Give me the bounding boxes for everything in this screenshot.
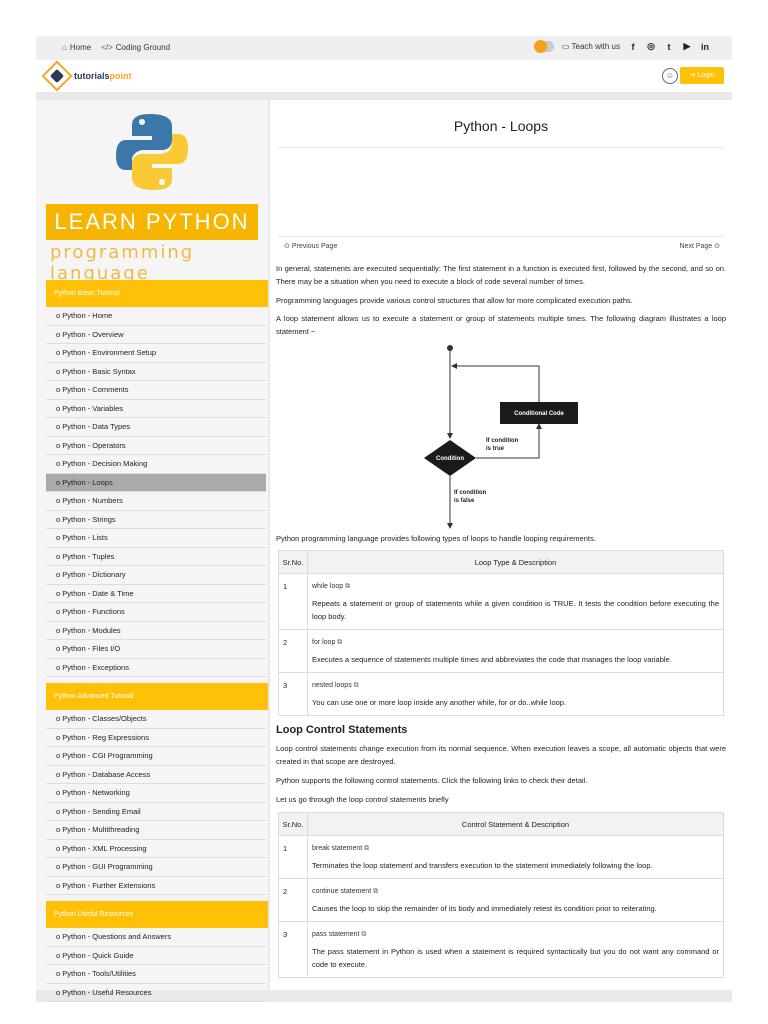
sidebar-item[interactable] bbox=[46, 437, 266, 456]
logo-mark-icon bbox=[41, 60, 72, 91]
sidebar-item-label: Python - Strings bbox=[62, 514, 116, 524]
sidebar-item[interactable] bbox=[46, 984, 266, 1003]
sidebar-item[interactable] bbox=[46, 965, 266, 984]
row-description: You can use one or more loop inside any another while, for or do..while loop. bbox=[312, 698, 567, 707]
if-false-label-1: If condition bbox=[454, 490, 487, 496]
row-link[interactable] bbox=[312, 679, 719, 692]
row-number: 2 bbox=[279, 630, 308, 673]
site-header bbox=[36, 60, 732, 92]
row-number: 3 bbox=[279, 673, 308, 716]
row-number: 1 bbox=[279, 574, 308, 630]
bullet-icon: o bbox=[56, 625, 63, 635]
theme-toggle[interactable] bbox=[534, 41, 554, 52]
coding-ground-link[interactable] bbox=[101, 43, 170, 52]
sidebar-item[interactable] bbox=[46, 840, 266, 859]
logo-text-b: point bbox=[109, 71, 132, 81]
sidebar-item-label: Python - Useful Resources bbox=[62, 987, 152, 997]
sidebar-item-label: Python - CGI Programming bbox=[62, 751, 153, 760]
sidebar-item[interactable] bbox=[46, 344, 266, 363]
paragraph-7: Let us go through the loop control statements briefly bbox=[276, 795, 449, 804]
bullet-icon: o bbox=[56, 477, 63, 487]
next-page-link[interactable]: Next Page ⊙ bbox=[679, 243, 720, 250]
useful-resources-list bbox=[36, 928, 268, 1002]
bullet-icon: o bbox=[56, 533, 63, 542]
sidebar-item[interactable] bbox=[46, 400, 266, 419]
coding-ground-label: Coding Ground bbox=[115, 43, 171, 52]
sidebar-item-label: Python - Reg Expressions bbox=[62, 732, 149, 742]
table-row bbox=[279, 879, 724, 922]
section-advanced-tutorial: Python Advanced Tutorial bbox=[46, 683, 268, 710]
external-link-icon: ⧉ bbox=[371, 888, 379, 895]
section-heading: Loop Control Statements bbox=[276, 724, 408, 736]
bullet-icon: o bbox=[56, 588, 63, 598]
paragraph-2: Programming languages provide various control structures that allow for more complicated execution paths. bbox=[276, 296, 633, 305]
table-header-cell: Loop Type & Description bbox=[308, 551, 724, 574]
loop-flow-diagram bbox=[416, 340, 596, 530]
table-row bbox=[279, 673, 724, 716]
sidebar-item[interactable] bbox=[46, 659, 266, 678]
sidebar-item-label: Python - Database Access bbox=[62, 769, 151, 779]
sidebar-item-label: Python - Variables bbox=[62, 403, 123, 413]
sidebar-item[interactable] bbox=[46, 455, 266, 474]
next-page-label: Next Page bbox=[679, 243, 713, 250]
sidebar-item-label: Python - Data Types bbox=[62, 422, 131, 431]
home-icon: ⌂ bbox=[62, 43, 67, 52]
row-link-label: break statement bbox=[312, 845, 363, 852]
sidebar-item[interactable] bbox=[46, 710, 266, 729]
sidebar-item[interactable] bbox=[46, 729, 266, 748]
row-number: 2 bbox=[279, 879, 308, 922]
sidebar-item-label: Python - Quick Guide bbox=[62, 950, 134, 960]
table-row bbox=[279, 922, 724, 978]
table-row bbox=[279, 630, 724, 673]
sidebar-item-label: Python - XML Processing bbox=[62, 843, 147, 853]
sidebar-item[interactable] bbox=[46, 747, 266, 766]
bullet-icon: o bbox=[56, 348, 63, 357]
bullet-icon: o bbox=[56, 644, 63, 653]
sidebar-item-label: Python - GUI Programming bbox=[62, 862, 153, 871]
control-statements-body bbox=[279, 836, 724, 978]
sidebar-item-label: Python - Functions bbox=[62, 607, 125, 616]
python-logo-icon bbox=[116, 112, 188, 192]
bullet-icon: o bbox=[56, 932, 63, 941]
external-link-icon: ⧉ bbox=[362, 845, 370, 852]
sidebar-item[interactable] bbox=[46, 603, 266, 622]
loop-back-edge bbox=[454, 366, 539, 402]
row-content bbox=[308, 922, 724, 978]
advanced-tutorial-list bbox=[36, 710, 268, 895]
previous-page-link[interactable]: ⊙ Previous Page bbox=[284, 243, 338, 250]
bullet-icon: o bbox=[56, 551, 63, 561]
youtube-icon[interactable]: ▶ bbox=[683, 41, 691, 51]
table-row bbox=[279, 574, 724, 630]
sidebar-item-label: Python - Classes/Objects bbox=[62, 714, 147, 723]
sidebar-banner bbox=[36, 100, 268, 284]
sidebar-item[interactable] bbox=[46, 947, 266, 966]
table-header-row bbox=[279, 551, 724, 574]
divider bbox=[278, 147, 724, 148]
table-header-cell: Sr.No. bbox=[279, 813, 308, 836]
bullet-icon: o bbox=[56, 496, 63, 505]
table-header-cell: Sr.No. bbox=[279, 551, 308, 574]
paragraph-1: In general, statements are executed sequentially: The first statement in a function is executed first, followed by the second, and so on. There may be a situation when you need to execute a block of code several number of times. bbox=[276, 264, 726, 286]
table-header-row bbox=[279, 813, 724, 836]
sidebar bbox=[36, 100, 268, 997]
bullet-icon: o bbox=[56, 843, 63, 853]
sidebar-item[interactable] bbox=[46, 307, 266, 326]
login-button[interactable]: ⇥ Login bbox=[680, 67, 724, 84]
table-header-cell: Control Statement & Description bbox=[308, 813, 724, 836]
bullet-icon: o bbox=[56, 366, 63, 376]
teach-label: Teach with us bbox=[571, 42, 620, 51]
row-link-label: while loop bbox=[312, 583, 344, 590]
sidebar-item[interactable] bbox=[46, 418, 266, 437]
top-bar bbox=[36, 36, 732, 60]
sidebar-item[interactable] bbox=[46, 381, 266, 400]
bullet-icon: o bbox=[56, 806, 63, 816]
linkedin-icon[interactable]: in bbox=[701, 41, 709, 52]
sidebar-item-label: Python - Tuples bbox=[62, 551, 115, 561]
condition-label: Condition bbox=[436, 456, 464, 462]
sidebar-item[interactable] bbox=[46, 566, 266, 585]
external-link-icon: ⧉ bbox=[351, 682, 359, 689]
learn-python-banner: LEARN PYTHON bbox=[46, 204, 258, 240]
bullet-icon: o bbox=[56, 950, 63, 960]
sidebar-item-label: Python - Tools/Utilities bbox=[62, 969, 136, 978]
section-useful-resources: Python Useful Resources bbox=[46, 901, 268, 928]
code-icon: </> bbox=[101, 43, 113, 52]
sidebar-item-label: Python - Date & Time bbox=[62, 588, 134, 598]
row-content bbox=[308, 879, 724, 922]
sidebar-item[interactable] bbox=[46, 640, 266, 659]
sidebar-item[interactable] bbox=[46, 858, 266, 877]
if-false-label-2: is false bbox=[454, 498, 475, 504]
section-basic-tutorial: Python Basic Tutorial bbox=[46, 280, 268, 307]
sidebar-item[interactable] bbox=[46, 585, 266, 604]
logo-text bbox=[74, 71, 132, 81]
sidebar-item-label: Python - Lists bbox=[62, 533, 108, 542]
site-logo[interactable] bbox=[46, 65, 132, 87]
bullet-icon: o bbox=[56, 514, 63, 524]
sidebar-item[interactable] bbox=[46, 548, 266, 567]
sidebar-item[interactable] bbox=[46, 877, 266, 896]
main-content bbox=[270, 100, 732, 990]
row-link-label: for loop bbox=[312, 639, 336, 646]
sidebar-item[interactable] bbox=[46, 474, 266, 493]
row-link[interactable] bbox=[312, 928, 719, 941]
sidebar-item-label: Python - Dictionary bbox=[62, 570, 126, 579]
sidebar-item-label: Python - Loops bbox=[62, 477, 113, 487]
sidebar-item[interactable] bbox=[46, 363, 266, 382]
sidebar-item[interactable] bbox=[46, 784, 266, 803]
row-link-label: nested loops bbox=[312, 682, 352, 689]
logo-text-a: tutorials bbox=[74, 71, 110, 81]
sidebar-item-label: Python - Exceptions bbox=[62, 662, 129, 672]
paragraph-4: Python programming language provides following types of loops to handle looping requirements. bbox=[276, 534, 596, 543]
row-link[interactable] bbox=[312, 842, 719, 855]
sidebar-item-label: Python - Comments bbox=[62, 385, 129, 394]
bullet-icon: o bbox=[56, 570, 63, 579]
sidebar-item[interactable] bbox=[46, 492, 266, 511]
sidebar-item-label: Python - Numbers bbox=[62, 496, 123, 505]
teach-link[interactable] bbox=[562, 42, 620, 51]
user-icon[interactable]: ☺ bbox=[662, 68, 678, 84]
bullet-icon: o bbox=[56, 825, 63, 834]
conditional-code-label: Conditional Code bbox=[514, 411, 564, 417]
sidebar-item[interactable] bbox=[46, 511, 266, 530]
bullet-icon: o bbox=[56, 311, 63, 320]
loop-types-body bbox=[279, 574, 724, 716]
row-link[interactable] bbox=[312, 885, 719, 898]
row-link-label: pass statement bbox=[312, 931, 360, 938]
top-links bbox=[62, 43, 170, 52]
row-number: 3 bbox=[279, 922, 308, 978]
bullet-icon: o bbox=[56, 422, 63, 431]
row-content bbox=[308, 574, 724, 630]
sidebar-item-label: Python - Operators bbox=[62, 440, 126, 450]
bullet-icon: o bbox=[56, 969, 63, 978]
row-link-label: continue statement bbox=[312, 888, 372, 895]
sidebar-item-label: Python - Environment Setup bbox=[62, 348, 157, 357]
sidebar-item[interactable] bbox=[46, 803, 266, 822]
bullet-icon: o bbox=[56, 769, 63, 779]
if-true-label-1: If condition bbox=[486, 438, 519, 444]
sidebar-item-label: Python - Files I/O bbox=[62, 644, 121, 653]
previous-page-label: Previous Page bbox=[291, 243, 338, 250]
paragraph-3: A loop statement allows us to execute a statement or group of statements multiple times. The following diagram illustrates a loop statement − bbox=[276, 314, 726, 336]
sidebar-item-label: Python - Home bbox=[62, 311, 113, 320]
sidebar-item[interactable] bbox=[46, 326, 266, 345]
bullet-icon: o bbox=[56, 329, 63, 339]
if-true-label-2: is true bbox=[486, 446, 505, 452]
bullet-icon: o bbox=[56, 732, 63, 742]
sidebar-item-label: Python - Further Extensions bbox=[62, 880, 156, 890]
toggle-knob bbox=[534, 40, 547, 53]
twitter-icon[interactable]: t bbox=[667, 41, 671, 52]
page-title: Python - Loops bbox=[453, 118, 549, 134]
sidebar-item[interactable] bbox=[46, 529, 266, 548]
facebook-icon[interactable]: f bbox=[631, 41, 635, 52]
external-link-icon: ⧉ bbox=[359, 931, 367, 938]
row-content bbox=[308, 673, 724, 716]
row-link[interactable] bbox=[312, 580, 719, 593]
bullet-icon: o bbox=[56, 662, 63, 672]
top-right bbox=[534, 41, 710, 52]
table-row bbox=[279, 836, 724, 879]
row-description: Terminates the loop statement and transfers execution to the statement immediately following the loop. bbox=[312, 861, 653, 870]
bullet-icon: o bbox=[56, 714, 63, 723]
row-description: Repeats a statement or group of statements while a given condition is TRUE. It tests the condition before executing the loop body. bbox=[312, 599, 719, 621]
paragraph-6: Python supports the following control statements. Click the following links to check their detail. bbox=[276, 776, 588, 785]
pager bbox=[278, 236, 724, 251]
sidebar-item[interactable] bbox=[46, 622, 266, 641]
external-link-icon: ⧉ bbox=[343, 583, 351, 590]
bullet-icon: o bbox=[56, 385, 63, 394]
basic-tutorial-list bbox=[36, 307, 268, 677]
sidebar-item-label: Python - Decision Making bbox=[62, 459, 148, 468]
teach-icon: ▭ bbox=[561, 42, 572, 51]
home-label: Home bbox=[69, 43, 92, 52]
bullet-icon: o bbox=[56, 880, 63, 890]
bullet-icon: o bbox=[56, 440, 63, 450]
bullet-icon: o bbox=[56, 403, 63, 413]
sidebar-item-label: Python - Modules bbox=[62, 625, 121, 635]
login-label: Login bbox=[697, 72, 715, 79]
sidebar-item-label: Python - Multithreading bbox=[62, 825, 140, 834]
row-content bbox=[308, 836, 724, 879]
bullet-icon: o bbox=[56, 751, 63, 760]
paragraph-5: Loop control statements change execution from its normal sequence. When execution leaves a scope, all automatic objects that were created in that scope are destroyed. bbox=[276, 744, 726, 766]
row-description: Causes the loop to skip the remainder of its body and immediately retest its condition prior to reiterating. bbox=[312, 904, 657, 913]
bullet-icon: o bbox=[56, 607, 63, 616]
row-description: The pass statement in Python is used when a statement is required syntactically but you do not want any command or code to execute. bbox=[312, 947, 719, 969]
bullet-icon: o bbox=[56, 459, 63, 468]
sidebar-item-label: Python - Overview bbox=[62, 329, 124, 339]
row-description: Executes a sequence of statements multiple times and abbreviates the code that manages the loop variable. bbox=[312, 655, 672, 664]
bullet-icon: o bbox=[56, 788, 63, 797]
sidebar-item-label: Python - Basic Syntax bbox=[62, 366, 136, 376]
programming-language-text: programming language bbox=[50, 242, 195, 284]
loop-types-table bbox=[278, 550, 724, 716]
row-number: 1 bbox=[279, 836, 308, 879]
row-link[interactable] bbox=[312, 636, 719, 649]
sidebar-item-label: Python - Sending Email bbox=[62, 806, 141, 816]
sidebar-item-label: Python - Questions and Answers bbox=[62, 932, 172, 941]
bullet-icon: o bbox=[56, 862, 63, 871]
sidebar-item-label: Python - Networking bbox=[62, 788, 130, 797]
sidebar-item[interactable] bbox=[46, 928, 266, 947]
row-content bbox=[308, 630, 724, 673]
control-statements-table bbox=[278, 812, 724, 978]
sidebar-item[interactable] bbox=[46, 821, 266, 840]
bullet-icon: o bbox=[56, 987, 63, 997]
external-link-icon: ⧉ bbox=[335, 639, 343, 646]
sidebar-item[interactable] bbox=[46, 766, 266, 785]
home-link[interactable] bbox=[62, 43, 91, 52]
instagram-icon[interactable]: ◎ bbox=[647, 41, 655, 51]
